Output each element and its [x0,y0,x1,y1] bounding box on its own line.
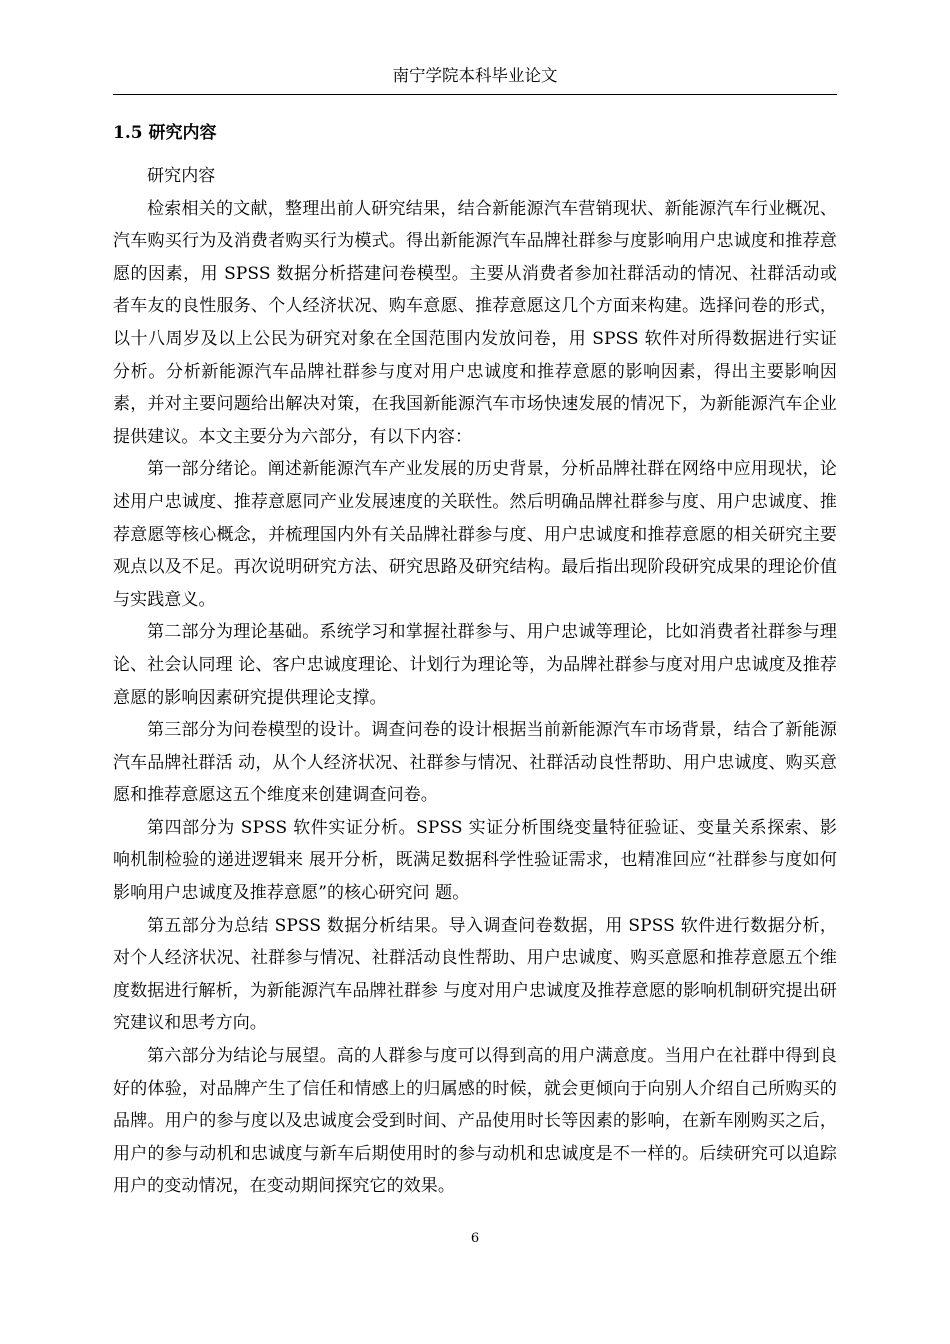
paragraph-part-five: 第五部分为总结 SPSS 数据分析结果。导入调查问卷数据，用 SPSS 软件进行数据分析，对个人经济状况、社群参与情况、社群活动良性帮助、用户忠诚度、购买意愿和推荐意愿五个维度数据进行解析，为新能源汽车品牌社群参 与度对用户忠诚度及推荐意愿的影响机制研究提出研究建议和思考方向。 [113,915,837,1034]
paragraph-part-one: 第一部分绪论。阐述新能源汽车产业发展的历史背景，分析品牌社群在网络中应用现状，论述用户忠诚度、推荐意愿同产业发展速度的关联性。然后明确品牌社群参与度、用户忠诚度、推荐意愿等核心概念，并梳理国内外有关品牌社群参与度、用户忠诚度和推荐意愿的相关研究主要观点以及不足。再次说明研究方法、研究思路及研究结构。最后指出现阶段研究成果的理论价值与实践意义。 [113,459,837,610]
paragraph-intro-label: 研究内容 [147,166,216,186]
paragraph-part-six: 第六部分为结论与展望。高的人群参与度可以得到高的用户满意度。当用户在社群中得到良好的体验，对品牌产生了信任和情感上的归属感的时候，就会更倾向于向别人介绍自己所购买的品牌。用户的参与度以及忠诚度会受到时间、产品使用时长等因素的影响，在新车刚购买之后，用户的参与动机和忠诚度与新车后期使用时的参与动机和忠诚度是不一样的。后续研究可以追踪用户的变动情况，在变动期间探究它的效果。 [113,1046,837,1197]
paragraph-part-three: 第三部分为问卷模型的设计。调查问卷的设计根据当前新能源汽车市场背景，结合了新能源汽车品牌社群活 动，从个人经济状况、社群参与情况、社群活动良性帮助、用户忠诚度、购买意愿和推荐意愿这五个维度来创建调查问卷。 [113,720,837,806]
header-divider [113,94,837,95]
paragraph-part-two: 第二部分为理论基础。系统学习和掌握社群参与、用户忠诚等理论，比如消费者社群参与理论、社会认同理 论、客户忠诚度理论、计划行为理论等，为品牌社群参与度对用户忠诚度及推荐意愿的影响因素研究提供理论支撑。 [113,622,837,708]
document-body [113,160,837,1203]
paragraph-overview: 检索相关的文献，整理出前人研究结果，结合新能源汽车营销现状、新能源汽车行业概况、汽车购买行为及消费者购买行为模式。得出新能源汽车品牌社群参与度影响用户忠诚度和推荐意愿的因素，用 SPSS 数据分析搭建问卷模型。主要从消费者参加社群活动的情况、社群活动或者车友的良性服务、个人经济状况、购车意愿、推荐意愿这几个方面来构建。选择问卷的形式，以十八周岁及以上公民为研究对象在全国范围内发放问卷，用 SPSS 软件对所得数据进行实证分析。分析新能源汽车品牌社群参与度对用户忠诚度和推荐意愿的影响因素，得出主要影响因素，并对主要问题给出解决对策，在我国新能源汽车市场快速发展的情况下，为新能源汽车企业提供建议。本文主要分为六部分，有以下内容： [113,198,837,447]
section-heading: 1.5 研究内容 [113,123,217,143]
page-header-title: 南宁学院本科毕业论文 [392,66,558,85]
paragraph-part-four: 第四部分为 SPSS 软件实证分析。SPSS 实证分析围绕变量特征验证、变量关系探索、影响机制检验的递进逻辑来 展开分析，既满足数据科学性验证需求，也精准回应“社群参与度如何影响用户忠诚度及推荐意愿”的核心研究问 题。 [113,817,837,904]
page-number: 6 [470,1231,480,1246]
